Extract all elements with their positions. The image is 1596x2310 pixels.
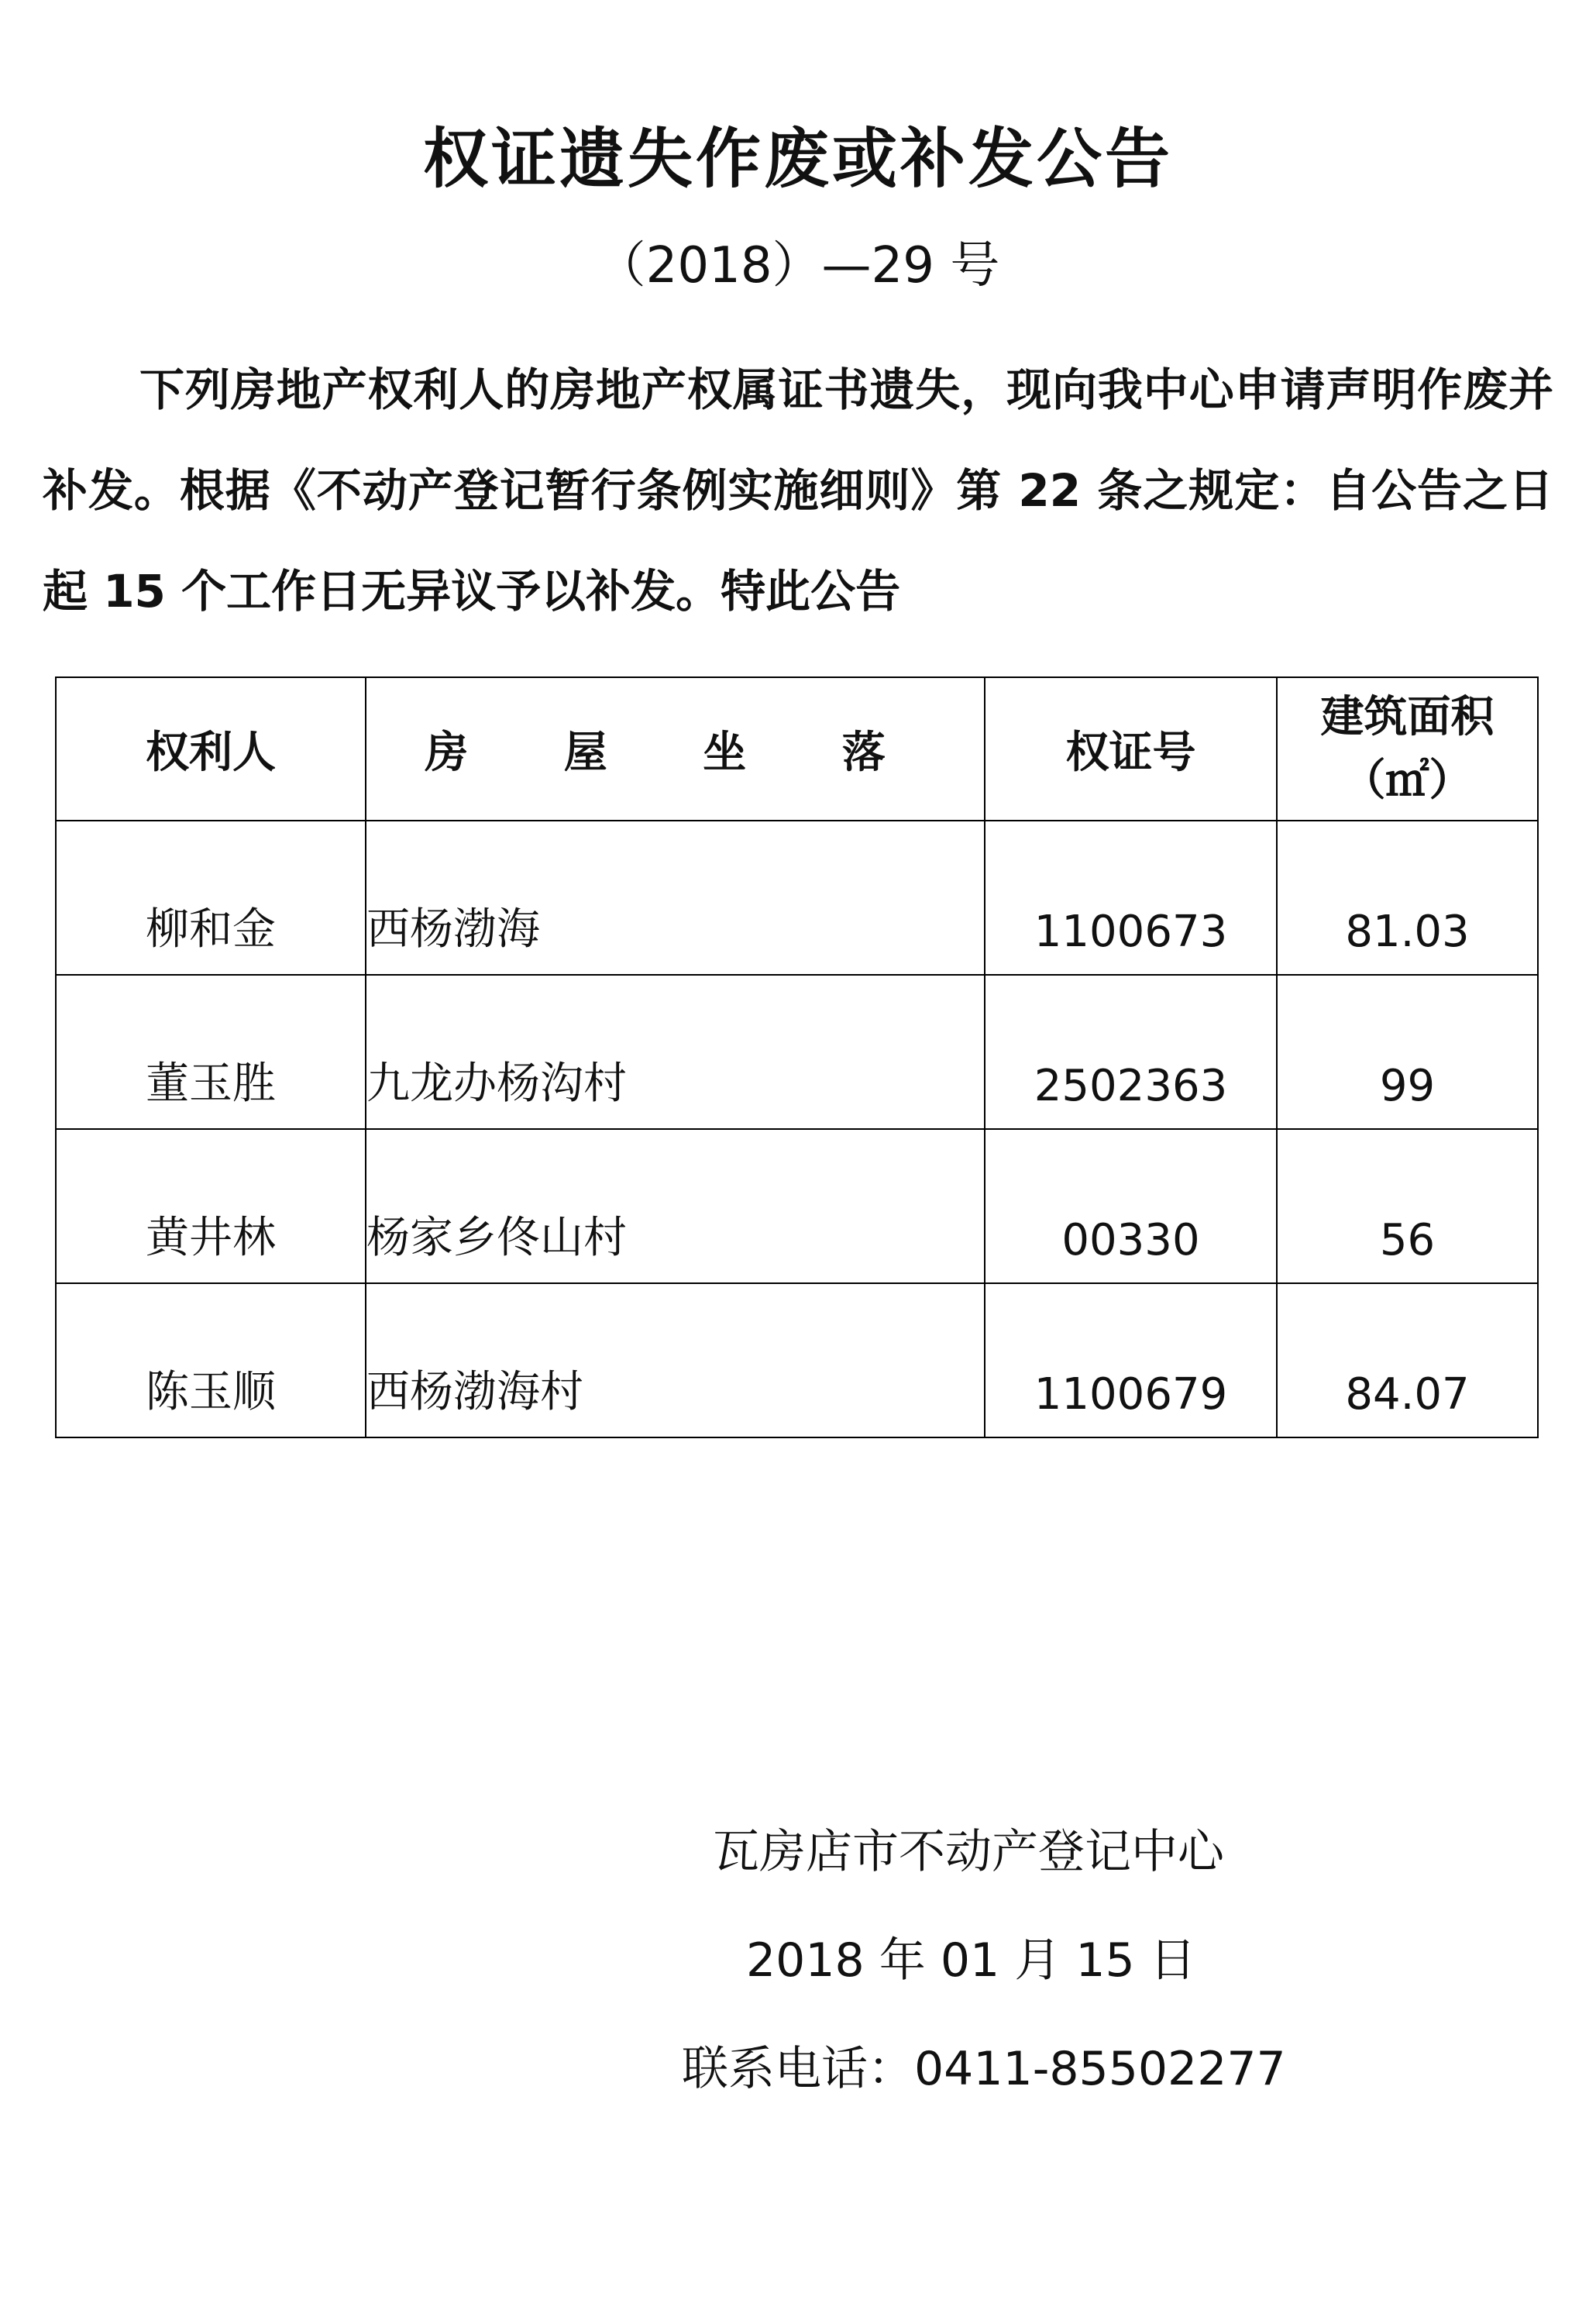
issue-date: 2018 年 01 月 15 日: [746, 1933, 1196, 1988]
notice-title: 权证遗失作废或补发公告: [422, 121, 1173, 197]
cell-address: 九龙办杨沟村: [366, 975, 985, 1129]
cell-cert-number: 1100679: [985, 1283, 1277, 1437]
document-number: （2018）—29 号: [596, 237, 1000, 294]
header-owner: 权利人: [56, 677, 366, 821]
cell-cert-number: 2502363: [985, 975, 1277, 1129]
cell-area: 81.03: [1277, 821, 1538, 975]
cell-owner: 董玉胜: [56, 975, 366, 1129]
header-area: [1277, 677, 1538, 821]
header-cert-number: 权证号: [985, 677, 1277, 821]
header-address: [366, 677, 985, 821]
table-row: [56, 821, 1538, 975]
notice-body-text: 下列房地产权利人的房地产权属证书遗失，现向我中心申请声明作废并补发。根据《不动产登记暂行条例实施细则》第 22 条之规定：自公告之日起 15 个工作日无异议予以补发。特此公告: [43, 363, 1553, 618]
header-area-label: 建筑面积: [1320, 691, 1495, 742]
header-area-unit: （㎡）: [1342, 755, 1473, 806]
cell-cert-number: 00330: [985, 1129, 1277, 1283]
cell-cert-number: 1100673: [985, 821, 1277, 975]
cell-area: 56: [1277, 1129, 1538, 1283]
cell-address: 西杨渤海: [366, 821, 985, 975]
table-header-row: [56, 677, 1538, 821]
cell-area: 84.07: [1277, 1283, 1538, 1437]
cell-area: 99: [1277, 975, 1538, 1129]
issuing-organization: 瓦房店市不动产登记中心: [713, 1825, 1224, 1879]
table-row: [56, 1129, 1538, 1283]
cell-owner: 黄井林: [56, 1129, 366, 1283]
header-address-label: 房 屋 坐 落: [425, 727, 926, 778]
records-table: [55, 676, 1539, 1438]
cell-address: 西杨渤海村: [366, 1283, 985, 1437]
table-row: [56, 975, 1538, 1129]
table-row: [56, 1283, 1538, 1437]
cell-address: 杨家乡佟山村: [366, 1129, 985, 1283]
cell-owner: 陈玉顺: [56, 1283, 366, 1437]
contact-phone: 联系电话：0411-85502277: [682, 2042, 1286, 2096]
cell-owner: 柳和金: [56, 821, 366, 975]
